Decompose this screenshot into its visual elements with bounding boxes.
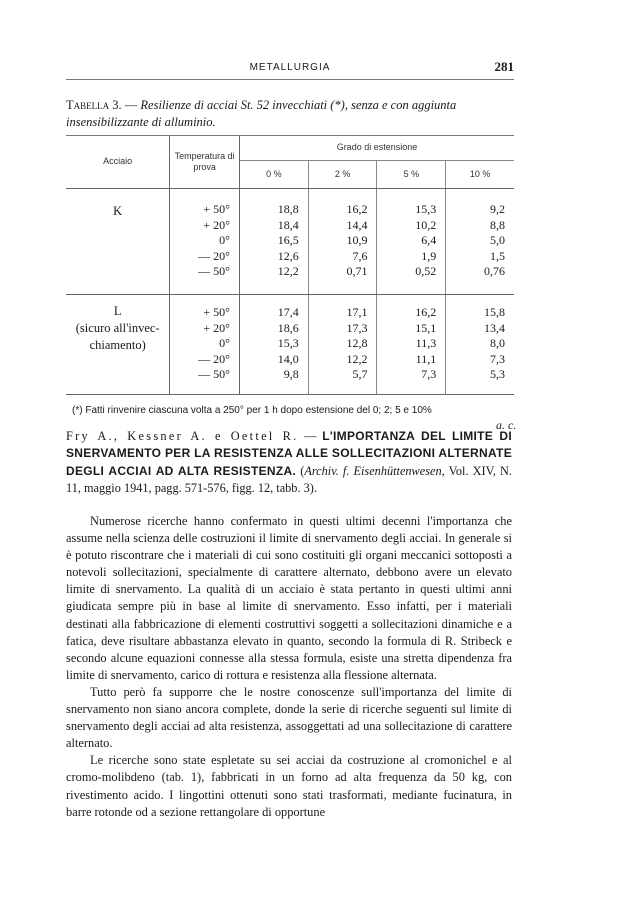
- table-value: 16,5: [277, 233, 299, 248]
- temperature-cell: [170, 188, 240, 294]
- table-value: 15,8: [484, 305, 505, 320]
- table-value: 7,3: [490, 351, 505, 366]
- heading-dash: —: [304, 429, 317, 443]
- table-value: 12,2: [346, 351, 368, 366]
- table-value: 0,76: [484, 264, 505, 279]
- table-value: 8,8: [490, 217, 505, 232]
- table-caption: [66, 97, 516, 131]
- table-value: 0,71: [346, 264, 368, 279]
- table-value: 11,1: [415, 351, 437, 366]
- temperature-cell: [170, 294, 240, 394]
- resilience-table: [66, 136, 514, 395]
- table-value: 15,3: [277, 336, 299, 351]
- table-value: 12,2: [277, 264, 299, 279]
- temperature-value: + 50°: [203, 305, 230, 320]
- steel-name: L: [113, 303, 122, 318]
- table-label: Tabella 3.: [66, 98, 122, 112]
- table-value: 9,2: [490, 202, 505, 217]
- value-cell-0: [239, 188, 308, 294]
- table-value: 10,9: [346, 233, 368, 248]
- table-value: 15,3: [415, 202, 437, 217]
- article-heading: [66, 428, 512, 498]
- table-value: 17,1: [346, 305, 368, 320]
- value-cell-10: [446, 188, 514, 294]
- header-rule: [66, 79, 514, 80]
- source-journal: Archiv. f. Eisenhüttenwesen,: [304, 463, 445, 478]
- table-value: 16,2: [415, 305, 437, 320]
- author-initials: a. c.: [496, 418, 517, 432]
- table-value: 16,2: [346, 202, 368, 217]
- running-header: [66, 60, 514, 78]
- caption-text: Resilienze di acciai St. 52 invecchiati (*), senza e con aggiunta insensibilizzante di alluminio.: [66, 98, 457, 129]
- header-temperature: Temperatura di prova: [170, 136, 240, 188]
- table-value: 18,8: [277, 202, 299, 217]
- temperature-value: 0°: [219, 336, 230, 351]
- temperature-value: 0°: [219, 233, 230, 248]
- header-extension-group: Grado di estensione: [239, 136, 514, 160]
- table-value: 12,8: [346, 336, 368, 351]
- steel-name: K: [113, 203, 123, 218]
- value-cell-2: [308, 294, 377, 394]
- temperature-value: + 20°: [203, 320, 230, 335]
- temperature-value: — 20°: [198, 248, 230, 263]
- table-row: [66, 188, 514, 294]
- header-col-5: 5 %: [377, 160, 446, 188]
- table-value: 0,52: [415, 264, 437, 279]
- running-header-title: METALLURGIA: [249, 62, 331, 73]
- table-value: 13,4: [484, 320, 505, 335]
- page-number: 281: [494, 59, 514, 74]
- value-cell-5: [377, 294, 446, 394]
- table-value: 5,7: [352, 367, 368, 382]
- temperature-value: + 20°: [203, 217, 230, 232]
- steel-cell-k: [66, 188, 170, 294]
- table-value: 17,3: [346, 320, 368, 335]
- table-value: 5,0: [490, 233, 505, 248]
- article-authors: Fry A., Kessner A. e Oettel R.: [66, 429, 299, 443]
- paragraph: Le ricerche sono state espletate su sei acciai da costruzione al cromonichel e al cromo-molibdeno (tab. 1), fabbricati in un forno ad alta frequenza da 50 kg, con rivestimento acido. I lingottini ottenuti sono stati trasformati, mediante fucinatura, in barre rotonde od a sezione rettangolare di opportune: [66, 753, 512, 819]
- table-value: 9,8: [283, 367, 299, 382]
- table-value: 1,5: [490, 248, 505, 263]
- table-value: 14,0: [277, 351, 299, 366]
- table-value: 7,6: [352, 248, 368, 263]
- header-col-2: 2 %: [308, 160, 377, 188]
- temperature-value: — 50°: [198, 264, 230, 279]
- table-value: 1,9: [421, 248, 437, 263]
- paragraph: Numerose ricerche hanno confermato in questi ultimi decenni l'importanza che assume nella scienza delle costruzioni il limite di snervamento degli acciai. In generale si è potuto riscontrare che i materiali di cui sono costituiti gli organi meccanici sottoposti a notevoli sollecitazioni, specialmente di carattere alternato, debbono avere un elevato limite di snervamento. La qualità di un acciaio è stata pertanto in questi ultimi anni giudicata sempre più in base al limite di snervamento. Esso infatti, per i materiali destinati alla fabbricazione di elementi costruttivi soggetti a sollecitazioni dinamiche e a fatica, deve risultare abbastanza elevato in quanto, secondo la formula di R. Stribeck e secondo alcune equazioni connesse alla stessa formula, esiste una stretta dipendenza fra limite di snervamento, carico di rottura e resistenza alla flessione alternata.: [66, 514, 512, 682]
- value-cell-2: [308, 188, 377, 294]
- header-col-10: 10 %: [446, 160, 514, 188]
- article-body: [66, 513, 512, 821]
- temperature-value: — 20°: [198, 351, 230, 366]
- header-col-0: 0 %: [239, 160, 308, 188]
- temperature-value: + 50°: [203, 202, 230, 217]
- table-value: 11,3: [415, 336, 437, 351]
- value-cell-0: [239, 294, 308, 394]
- caption-dash: —: [124, 98, 138, 112]
- table-value: 18,4: [277, 217, 299, 232]
- table-footnote: (*) Fatti rinvenire ciascuna volta a 250° per 1 h dopo estensione del 0; 2; 5 e 10%: [72, 405, 432, 416]
- steel-cell-l: [66, 294, 170, 394]
- table-value: 5,3: [490, 367, 505, 382]
- table-value: 7,3: [421, 367, 437, 382]
- table-value: 6,4: [421, 233, 437, 248]
- table-value: 10,2: [415, 217, 437, 232]
- article-title: L'IMPORTANZA DEL LIMITE DI SNERVAMENTO PER LA RESISTENZA ALLE SOLLECITAZIONI ALTERNATE DEGLI ACCIAI AD ALTA RESISTENZA.: [66, 429, 512, 478]
- steel-note: (sicuro all'invec-chiamento): [75, 320, 160, 352]
- table-value: 8,0: [490, 336, 505, 351]
- header-steel: Acciaio: [66, 136, 170, 188]
- table-value: 15,1: [415, 320, 437, 335]
- value-cell-10: [446, 294, 514, 394]
- table-value: 18,6: [277, 320, 299, 335]
- table-value: 12,6: [277, 248, 299, 263]
- table-value: 14,4: [346, 217, 368, 232]
- table-value: 17,4: [277, 305, 299, 320]
- source-open-paren: (: [300, 463, 305, 478]
- value-cell-5: [377, 188, 446, 294]
- source-details: Vol. XIV, N. 11, maggio 1941, pagg. 571-576, figg. 12, tabb. 3).: [66, 463, 513, 496]
- table-row: [66, 294, 514, 394]
- paragraph: Tutto però fa supporre che le nostre conoscenze sull'importanza del limite di snervamento non siano ancora complete, donde la serie di ricerche seguenti sul limite di snervamento degli acciai ad alta resistenza, assoggettati ad una sollecitazione di carattere alternato.: [66, 684, 512, 751]
- temperature-value: — 50°: [198, 367, 230, 382]
